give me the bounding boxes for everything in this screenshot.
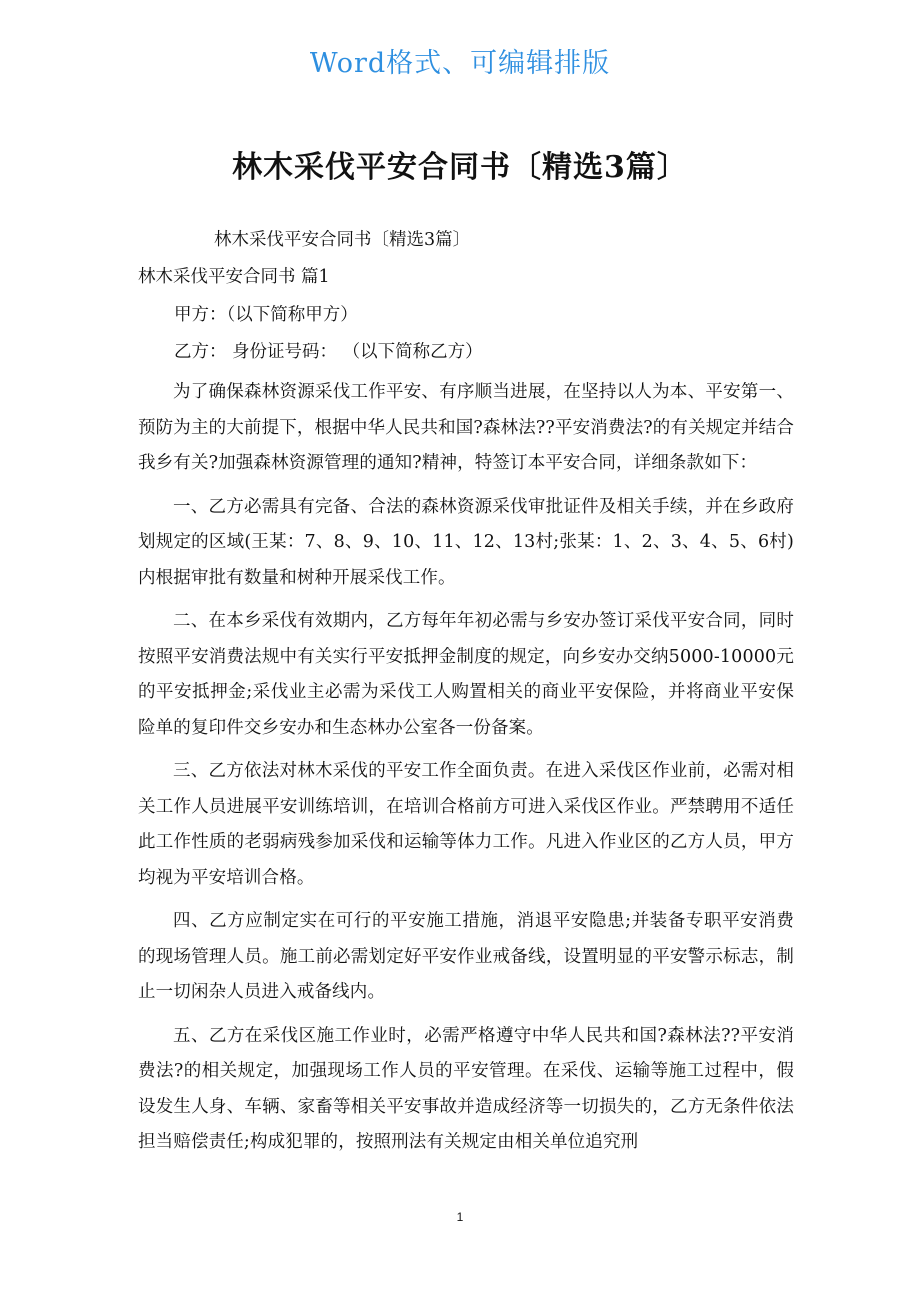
party-a-line: 甲方：（以下简称甲方） <box>174 305 358 325</box>
paragraph-clause-5: 五、乙方在采伐区施工作业时，必需严格遵守中华人民共和国?森林法??平安消费法?的相关规定，加强现场工作人员的平安管理。在采伐、运输等施工过程中，假设发生人身、车辆、家畜等相关平安事故并造成经济等一切损失的，乙方无条件依法担当赔偿责任;构成犯罪的，按照刑法有关规定由相关单位追究刑 <box>138 1025 794 1152</box>
document-subtitle: 林木采伐平安合同书〔精选3篇〕 <box>214 230 471 250</box>
paragraph-clause-1: 一、乙方必需具有完备、合法的森林资源采伐审批证件及相关手续，并在乡政府划规定的区域(王某：7、8、9、10、11、12、13村;张某：1、2、3、4、5、6村)内根据审批有数量和树种开展采伐工作。 <box>138 496 794 588</box>
paragraph-clause-4: 四、乙方应制定实在可行的平安施工措施，消退平安隐患;并装备专职平安消费的现场管理人员。施工前必需划定好平安作业戒备线，设置明显的平安警示标志，制止一切闲杂人员进入戒备线内。 <box>138 911 794 1002</box>
section-heading: 林木采伐平安合同书 篇1 <box>138 267 330 287</box>
document-body <box>138 225 794 1161</box>
party-b-line: 乙方： 身份证号码： （以下简称乙方） <box>174 342 483 362</box>
paragraph-clause-3: 三、乙方依法对林木采伐的平安工作全面负责。在进入采伐区作业前，必需对相关工作人员进展平安训练培训，在培训合格前方可进入采伐区作业。严禁聘用不适任此工作性质的老弱病残参加采伐和运输等体力工作。凡进入作业区的乙方人员，甲方均视为平安培训合格。 <box>138 761 794 888</box>
word-format-banner: Word格式、可编辑排版 <box>309 48 611 79</box>
paragraph-clause-2: 二、在本乡采伐有效期内，乙方每年年初必需与乡安办签订采伐平安合同，同时按照平安消费法规中有关实行平安抵押金制度的规定，向乡安办交纳5000-10000元的平安抵押金;采伐业主必需为采伐工人购置相关的商业平安保险，并将商业平安保险单的复印件交乡安办和生态林办公室各一份备案。 <box>138 611 794 738</box>
paragraph-preamble: 为了确保森林资源采伐工作平安、有序顺当进展，在坚持以人为本、平安第一、预防为主的大前提下，根据中华人民共和国?森林法??平安消费法?的有关规定并结合我乡有关?加强森林资源管理的通知?精神，特签订本平安合同，详细条款如下： <box>138 382 794 473</box>
document-title: 林木采伐平安合同书〔精选3篇〕 <box>232 150 688 185</box>
page-number: 1 <box>456 1210 464 1224</box>
